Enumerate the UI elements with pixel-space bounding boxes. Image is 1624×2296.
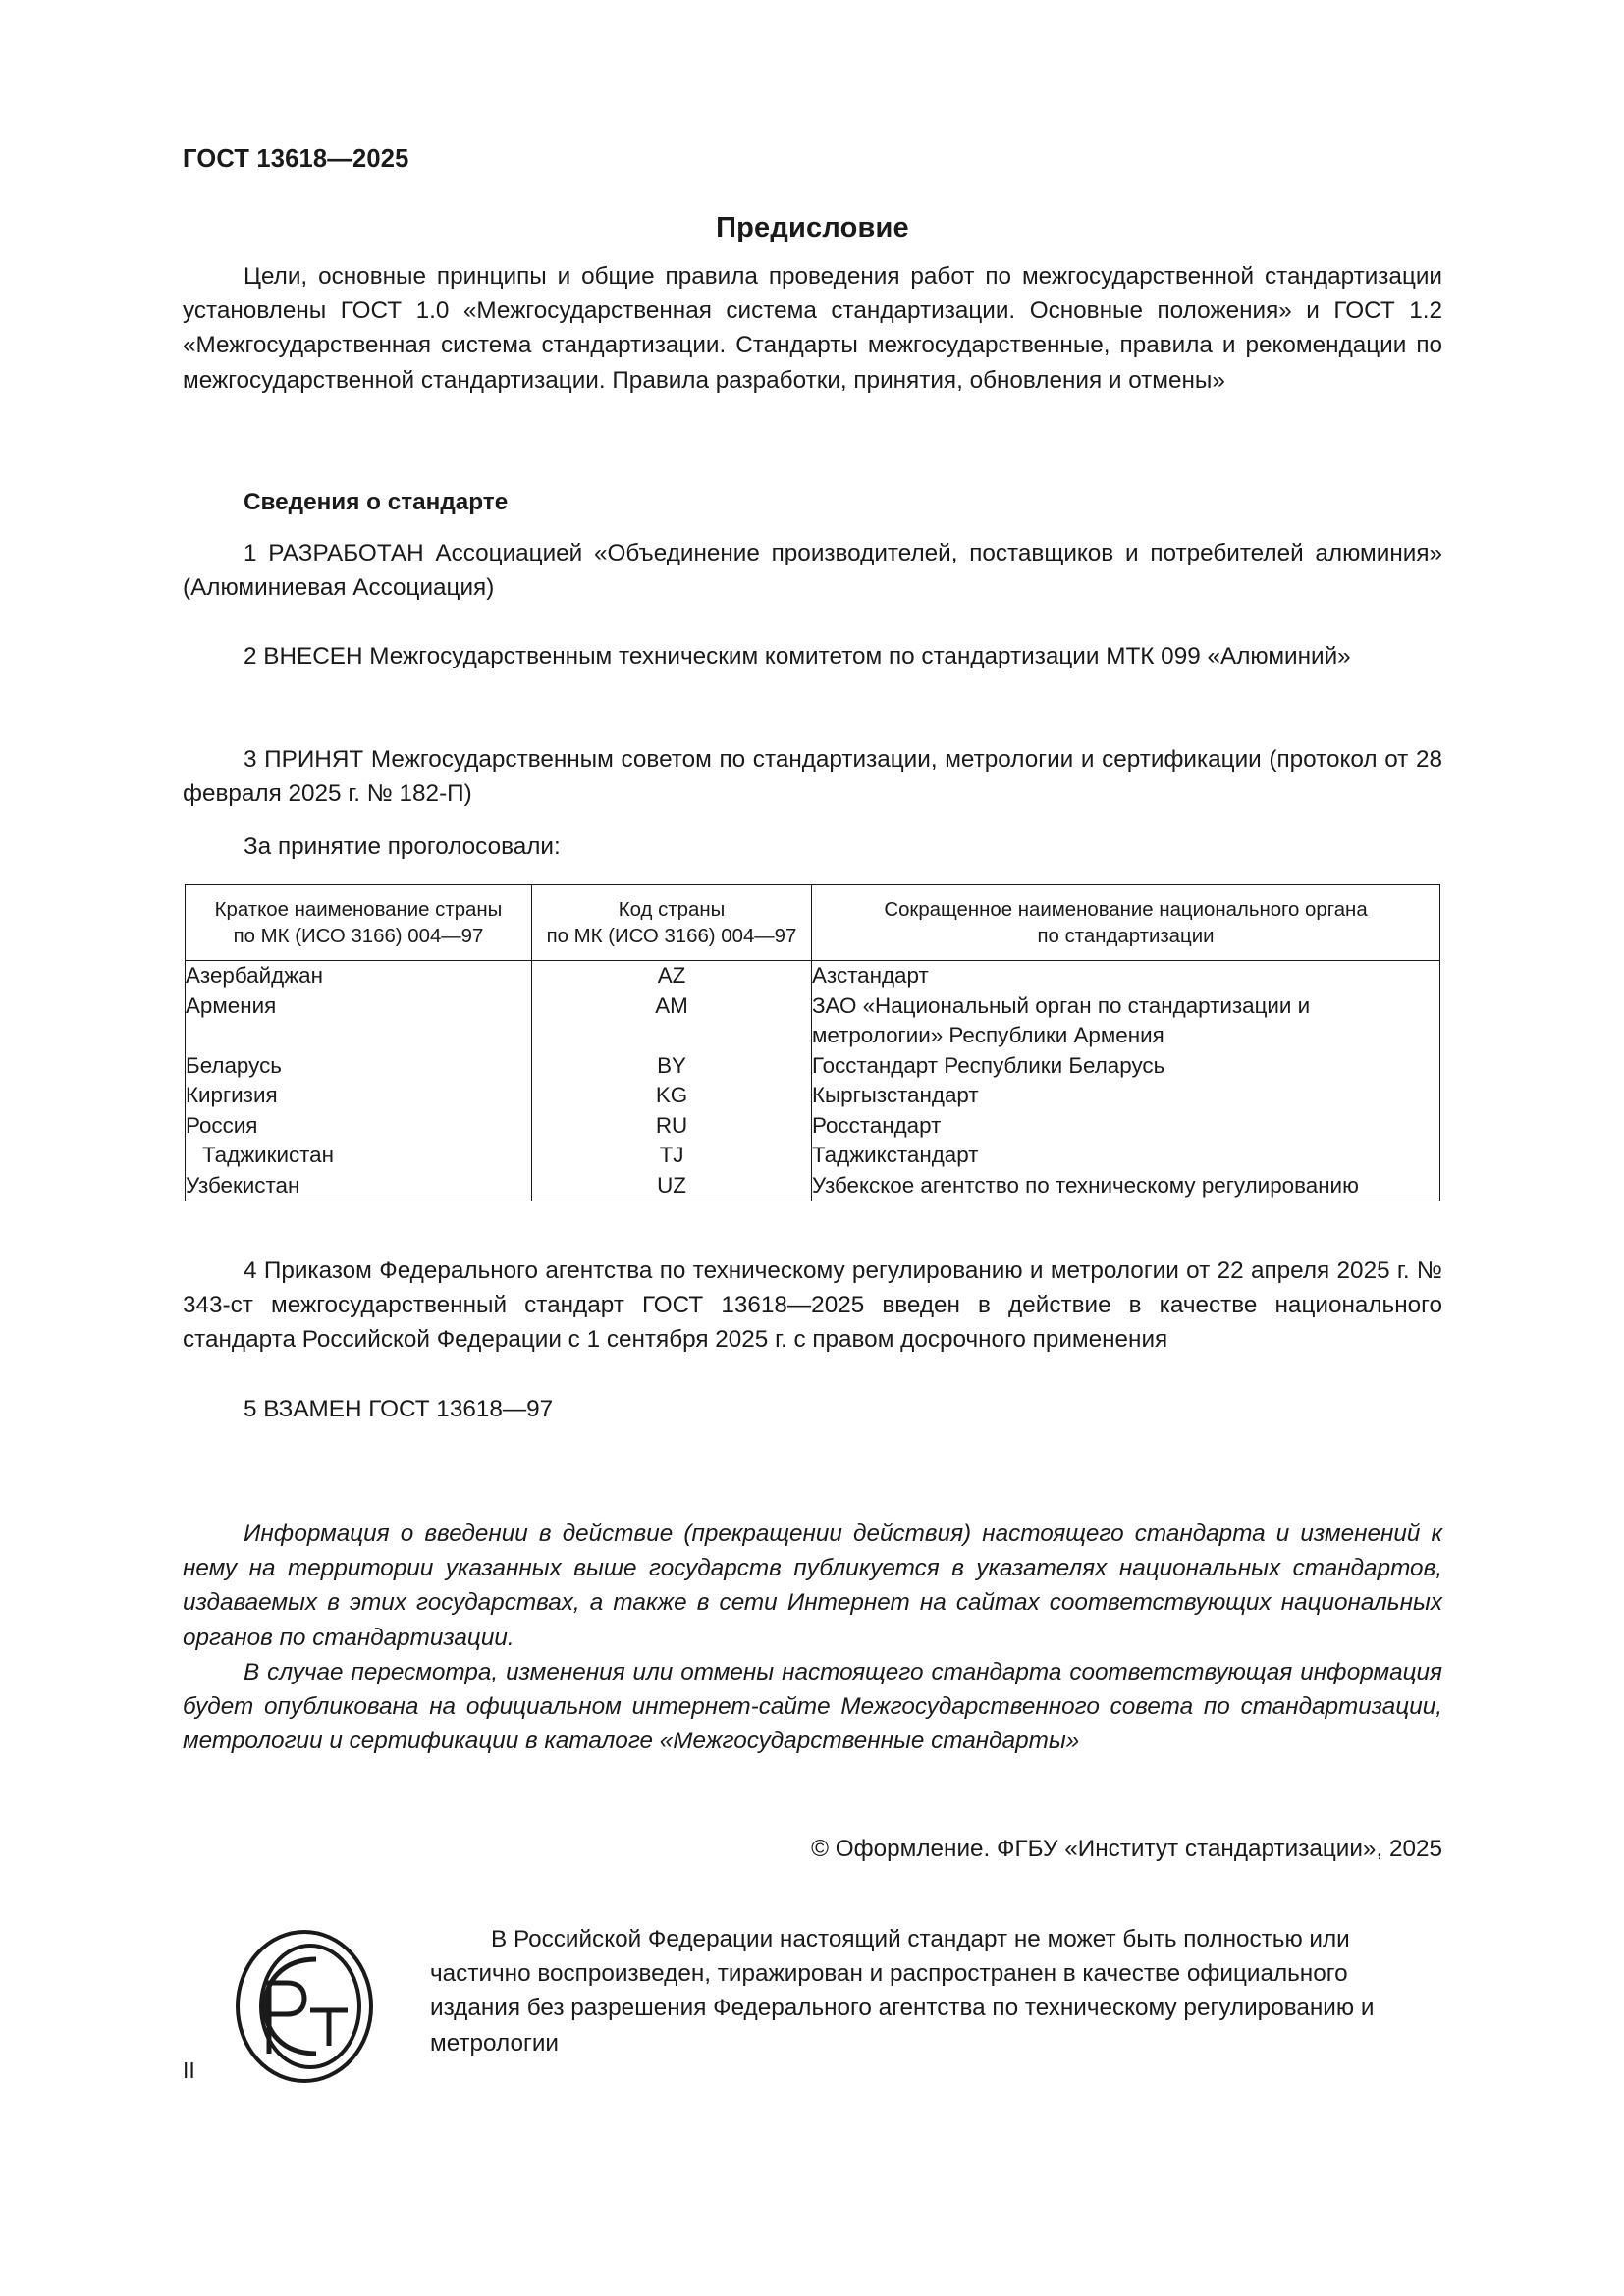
cell-body [812,1081,1440,1111]
cell-code [532,1141,812,1171]
cell-country [186,961,532,991]
cell-country-text: Таджикистан [202,1143,334,1167]
cell-body [812,991,1440,1051]
cell-country [186,1051,532,1082]
table-header-code-line1: Код страны [618,899,726,921]
reproduction-notice-text: В Российской Федерации настоящий стандарт не может быть полностью или частично воспроизведен, тиражирован и распространен в качестве официального издания без разрешения Федерального агентства по техническому регулированию и метрологии [430,1926,1375,2056]
cell-country [186,991,532,1051]
cell-code [532,1111,812,1142]
cell-country-text: Узбекистан [186,1172,300,1198]
cell-body-text: Азстандарт [812,963,929,988]
notice-publication-italic: Информация о введении в действие (прекращении действия) настоящего стандарта и изменений к нему на территории указанных выше государств публикуется в указателях национальных стандартов, издаваемых в этих государствах, а также в сети Интернет на сайтах соответствующих национальных органов по стандартизации. [183,1521,1442,1651]
standard-info-item-1: 1 РАЗРАБОТАН Ассоциацией «Объединение производителей, поставщиков и потребителей алюминия» (Алюминиевая Ассоциация) [183,540,1442,602]
cell-body-text: Госстандарт Республики Беларусь [812,1052,1165,1078]
cell-country [186,1171,532,1201]
copyright-line: © Оформление. ФГБУ «Институт стандартизации», 2025 [811,1836,1442,1862]
cell-body [812,961,1440,991]
cell-body-text: Таджикстандарт [812,1143,979,1167]
table-header-body-line2: по стандартизации [1037,926,1215,947]
cell-code-text: AZ [657,963,686,988]
cell-country-text: Армения [186,992,277,1018]
cell-country-text: Азербайджан [186,963,323,988]
table-row [186,1081,1440,1111]
cell-code-text: KG [655,1083,688,1107]
cell-code-text: UZ [657,1172,686,1198]
cell-code-text: BY [657,1052,686,1078]
table-body [186,961,1440,1201]
cell-code [532,961,812,991]
table-head [186,885,1440,961]
cell-country-text: Беларусь [186,1052,282,1078]
table-header-row [186,885,1440,961]
table-row [186,1141,1440,1171]
table-row [186,991,1440,1051]
standard-info-heading: Сведения о стандарте [244,489,509,515]
cell-code [532,991,812,1051]
rst-certification-logo-icon [226,1928,383,2085]
standard-info-item-2: 2 ВНЕСЕН Межгосударственным техническим комитетом по стандартизации МТК 099 «Алюминий» [244,643,1351,669]
cell-code-text: RU [655,1112,688,1138]
cell-code-text: TJ [659,1143,684,1167]
cell-country [186,1081,532,1111]
standard-info-item-4: 4 Приказом Федерального агентства по техническому регулированию и метрологии от 22 апреля 2025 г. № 343-ст межгосударственный стандарт ГОСТ 13618—2025 введен в действие в качестве национального стандарта Российской Федерации с 1 сентября 2025 г. с правом досрочного применения [183,1257,1442,1354]
table-header-code-line2: по МК (ИСО 3166) 004—97 [546,926,797,947]
cell-body-text: Узбекское агентство по техническому регулированию [812,1172,1359,1198]
table-header-country [186,885,532,961]
table-header-body [812,885,1440,961]
table-row [186,1171,1440,1201]
table-header-body-line1: Сокращенное наименование национального органа [884,899,1368,921]
cell-body [812,1111,1440,1142]
page-number: II [183,2057,195,2083]
cell-country [186,1141,532,1171]
table-header-country-line1: Краткое наименование страны [214,899,503,921]
page-title: Предисловие [716,212,909,243]
vote-intro-text: За принятие проголосовали: [244,833,561,860]
cell-code [532,1051,812,1082]
standard-info-item-3: 3 ПРИНЯТ Межгосударственным советом по стандартизации, метрологии и сертификации (протокол от 28 февраля 2025 г. № 182-П) [183,746,1442,808]
intro-paragraph: Цели, основные принципы и общие правила проведения работ по межгосударственной стандартизации установлены ГОСТ 1.0 «Межгосударственная система стандартизации. Основные положения» и ГОСТ 1.2 «Межгосударственная система стандартизации. Стандарты межгосударственные, правила и рекомендации по межгосударственной стандартизации. Правила разработки, принятия, обновления и отмены» [183,263,1442,394]
standard-info-item-5: 5 ВЗАМЕН ГОСТ 13618—97 [244,1396,554,1422]
cell-body-text: ЗАО «Национальный орган по стандартизации и метрологии» Республики Армения [812,992,1311,1047]
notice-revision-italic: В случае пересмотра, изменения или отмены настоящего стандарта соответствующая информация будет опубликована на официальном интернет-сайте Межгосударственного совета по стандартизации, метрологии и сертификации в каталоге «Межгосударственные стандарты» [183,1659,1442,1755]
cell-code-text: AM [655,992,688,1018]
cell-body [812,1141,1440,1171]
cell-country-text: Киргизия [186,1083,278,1107]
table-header-code [532,885,812,961]
cell-body [812,1051,1440,1082]
cell-code [532,1171,812,1201]
cell-country-text: Россия [186,1112,258,1138]
table-row [186,1111,1440,1142]
table-row [186,961,1440,991]
table-row [186,1051,1440,1082]
cell-body-text: Росстандарт [812,1112,942,1138]
cell-country [186,1111,532,1142]
cell-body-text: Кыргызстандарт [812,1083,979,1107]
cell-body [812,1171,1440,1201]
running-head: ГОСТ 13618—2025 [183,145,409,173]
reproduction-notice [430,1922,1442,2060]
voting-countries-table [185,884,1440,1201]
table-header-country-line2: по МК (ИСО 3166) 004—97 [233,926,484,947]
cell-code [532,1081,812,1111]
